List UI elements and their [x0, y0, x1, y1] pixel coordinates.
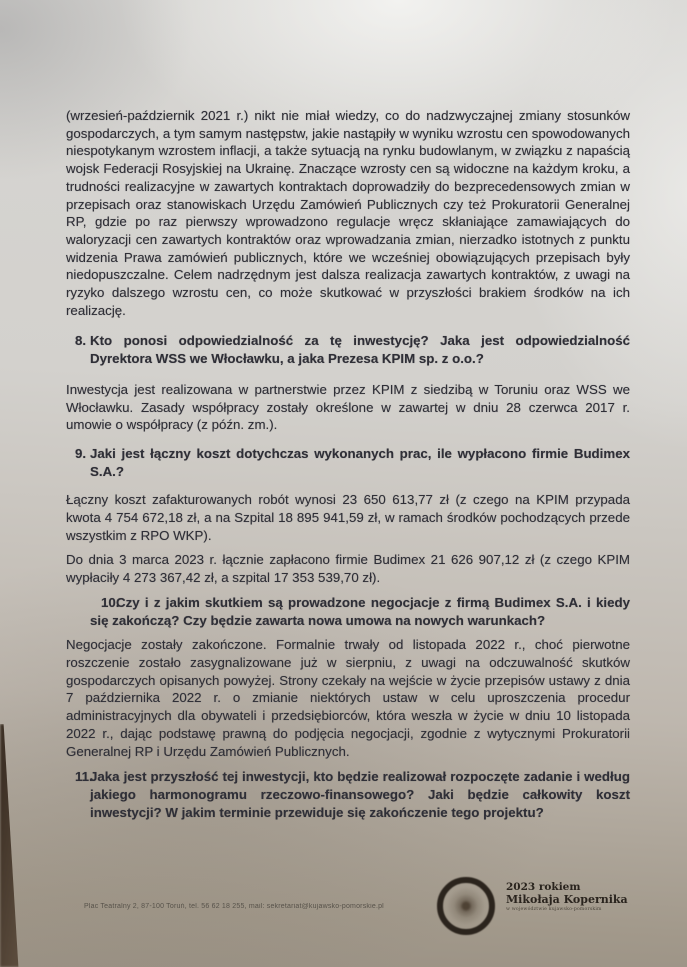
question-11 — [66, 768, 630, 821]
question-10-number: 10. — [101, 594, 120, 610]
question-11-number: 11. — [75, 769, 93, 785]
question-10 — [66, 594, 630, 629]
paragraph-intro-continued: (wrzesień-październik 2021 r.) nikt nie miał wiedzy, co do nadzwyczajnej zmiany stosunków gospodarczych, a tym samym następstw, jakie nastąpiły w wyniku wzrostu cen spowodowanych niespotykanym wzrostem inflacji, a także sytuacją na rynku budowlanym, w związku z napaścią wojsk Federacji Rosyjskiej na Ukrainę. Znaczące wzrosty cen są widoczne na każdym kroku, a trudności realizacyjne w zawartych kontraktach doprowadziły do bezprecedensowych zmian w przepisach oraz stanowiskach Urzędu Zamówień Publicznych czy też Prokuratorii Generalnej RP, gdzie po raz pierwszy wprowadzono regulacje wręcz skłaniające zamawiających do waloryzacji cen zawartych kontraktów oraz wprowadzania zmian, nierzadko istotnych z punktu widzenia Prawa zamówień publicznych, które we wcześniej obowiązujących przepisach były niedopuszczalne. Celem nadrzędnym jest dalsza realizacja zawartych kontraktów, z uwagi na ryzyko dalszego wzrostu cen, co może skutkować w przyszłości brakiem środków na ich realizację. — [66, 108, 630, 318]
question-9-text: Jaki jest łączny koszt dotychczas wykonanych prac, ile wypłacono firmie Budimex S.A.? — [90, 445, 630, 479]
question-9-number: 9. — [75, 445, 87, 461]
footer-address: Plac Teatralny 2, 87-100 Toruń, tel. 56 62 18 255, mail: sekretariat@kujawsko-pomorskie.pl — [84, 903, 384, 910]
question-8 — [66, 332, 630, 367]
answer-9-paragraph-1: Łączny koszt zafakturowanych robót wynosi 23 650 613,77 zł (z czego na KPIM przypada kwota 4 754 672,18 zł, a na Szpital 18 895 941,59 zł, w ramach środków pochodzących przede wszystkim z RPO WKP). — [66, 492, 630, 543]
answer-8: Inwestycja jest realizowana w partnerstwie przez KPIM z siedzibą w Toruniu oraz WSS we Włocławku. Zasady współpracy zostały określone w zawartej w dniu 28 czerwca 2017 r. umowie o współpracy (z późn. zm.). — [66, 381, 630, 433]
question-10-text: Czy i z jakim skutkiem są prowadzone negocjacje z firmą Budimex S.A. i kiedy się zakończą? Czy będzie zawarta nowa umowa na nowych warunkach? — [90, 594, 630, 628]
copernicus-heliocentric-logo-icon — [437, 877, 495, 935]
copernicus-year-line1: 2023 rokiem — [506, 881, 581, 893]
copernicus-year-label — [506, 881, 656, 913]
answer-9-paragraph-2: Do dnia 3 marca 2023 r. łącznie zapłacono firmie Budimex 21 626 907,12 zł (z czego KPIM wypłaciły 4 273 367,42 zł, a szpital 17 353 539,70 zł). — [66, 552, 630, 586]
question-8-text: Kto ponosi odpowiedzialność za tę inwestycję? Jaka jest odpowiedzialność Dyrektora WSS we Włocławku, a jaka Prezesa KPIM sp. z o.o.? — [90, 333, 630, 367]
document-body — [66, 107, 630, 821]
question-8-number: 8. — [75, 333, 87, 349]
paper-edge-shadow — [0, 724, 20, 967]
question-11-text: Jaka jest przyszłość tej inwestycji, kto będzie realizował rozpoczęte zadanie i według jakiego harmonogramu rzeczowo-finansowego? Jaki będzie całkowity koszt inwestycji? W jakim terminie przewiduje się zakończenie tego projektu? — [90, 769, 630, 820]
copernicus-year-line2: Mikołaja Kopernika — [506, 893, 628, 906]
question-9 — [66, 445, 630, 480]
copernicus-year-line3: w województwie kujawsko-pomorskim — [506, 907, 602, 912]
answer-10: Negocjacje zostały zakończone. Formalnie trwały od listopada 2022 r., choć pierwotne roszczenie zostało zasygnalizowane już w sierpniu, z uwagi na odczuwalność skutków gospodarczych opisanych powyżej. Strony czekały na wejście w życie przepisów ustawy z dnia 7 października 2022 r. o zmianie niektórych ustaw w celu uproszczenia procedur administracyjnych dla obywateli i przedsiębiorców, która weszła w życie w dniu 10 listopada 2022 r., dając podstawę prawną do podjęcia negocjacji, zgodnie z wytycznymi Prokuratorii Generalnej RP i Urzędu Zamówień Publicznych. — [66, 637, 630, 759]
